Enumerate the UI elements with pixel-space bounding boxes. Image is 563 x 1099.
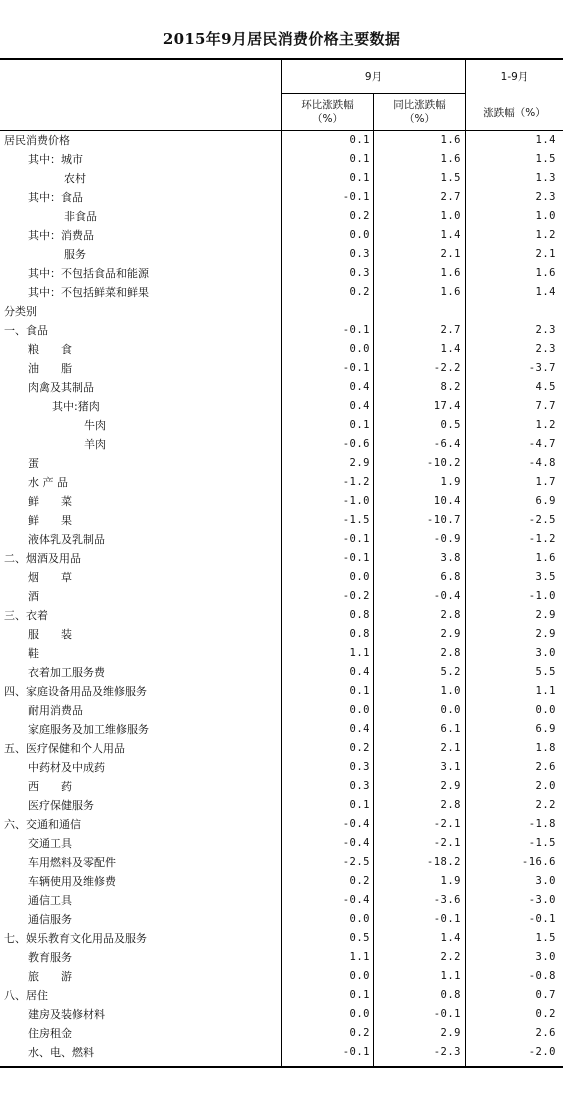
yoy-change-cell: -3.6 (433, 894, 461, 906)
ytd-change-cell: 1.3 (535, 172, 556, 184)
mom-change-cell: -0.1 (342, 324, 370, 336)
ytd-change-cell: 1.6 (535, 552, 556, 564)
ytd-change-cell: -4.7 (528, 438, 556, 450)
ytd-change-cell: 3.0 (535, 875, 556, 887)
yoy-change-cell: -2.2 (433, 362, 461, 374)
header-group-ytd: 1-9月 (500, 71, 529, 83)
mom-change-cell: 0.0 (349, 913, 370, 925)
yoy-change-cell: 2.8 (440, 799, 461, 811)
ytd-change-cell: -2.0 (528, 1046, 556, 1058)
row-label: 液体乳及乳制品 (28, 533, 105, 546)
mom-change-cell: 0.2 (349, 1027, 370, 1039)
table-row (0, 758, 563, 777)
yoy-change-cell: 2.8 (440, 647, 461, 659)
ytd-change-cell: 2.3 (535, 343, 556, 355)
ytd-change-cell: 0.7 (535, 989, 556, 1001)
yoy-change-cell: 2.8 (440, 609, 461, 621)
ytd-change-cell: -1.8 (528, 818, 556, 830)
table-row (0, 359, 563, 378)
ytd-change-cell: -0.8 (528, 970, 556, 982)
table-row (0, 549, 563, 568)
table-row (0, 967, 563, 986)
row-label: 服务 (64, 248, 86, 261)
table-row (0, 150, 563, 169)
yoy-change-cell: 1.5 (440, 172, 461, 184)
mom-change-cell: 0.1 (349, 799, 370, 811)
yoy-change-cell: 5.2 (440, 666, 461, 678)
ytd-change-cell: 2.3 (535, 191, 556, 203)
header-ytd: 涨跌幅（%） (483, 107, 546, 119)
table-row (0, 492, 563, 511)
row-label: 酒 (28, 590, 39, 603)
row-label: 耐用消费品 (28, 704, 83, 717)
row-label: 住房租金 (28, 1027, 72, 1040)
mom-change-cell: 0.3 (349, 780, 370, 792)
table-row (0, 815, 563, 834)
mom-change-cell: 2.9 (349, 457, 370, 469)
table-row (0, 929, 563, 948)
mom-change-cell: 0.1 (349, 989, 370, 1001)
mom-change-cell: -0.1 (342, 362, 370, 374)
table-row (0, 454, 563, 473)
yoy-change-cell: 0.5 (440, 419, 461, 431)
yoy-change-cell: -10.2 (426, 457, 461, 469)
mom-change-cell: -0.1 (342, 191, 370, 203)
row-label: 交通工具 (28, 837, 72, 850)
table-row (0, 720, 563, 739)
ytd-change-cell: 1.2 (535, 229, 556, 241)
yoy-change-cell: 10.4 (433, 495, 461, 507)
table-row (0, 245, 563, 264)
table-row (0, 378, 563, 397)
mom-change-cell: -0.1 (342, 552, 370, 564)
row-label: 烟 草 (28, 571, 72, 584)
ytd-change-cell: -0.1 (528, 913, 556, 925)
table-row (0, 948, 563, 967)
mom-change-cell: 0.3 (349, 248, 370, 260)
mom-change-cell: 1.1 (349, 951, 370, 963)
mom-change-cell: 0.3 (349, 761, 370, 773)
table-row (0, 1005, 563, 1024)
yoy-change-cell: -0.9 (433, 533, 461, 545)
row-label: 蛋 (28, 457, 39, 470)
yoy-change-cell: 3.1 (440, 761, 461, 773)
table-row (0, 435, 563, 454)
table-row (0, 530, 563, 549)
yoy-change-cell: 1.6 (440, 286, 461, 298)
table-row (0, 777, 563, 796)
yoy-change-cell: 8.2 (440, 381, 461, 393)
row-label: 其中：城市 (28, 153, 83, 166)
row-label: 西 药 (28, 780, 72, 793)
table-body (0, 131, 563, 1062)
row-label: 四、家庭设备用品及维修服务 (4, 685, 147, 698)
mom-change-cell: 0.2 (349, 875, 370, 887)
row-label: 通信工具 (28, 894, 72, 907)
yoy-change-cell: 0.0 (440, 704, 461, 716)
row-label: 五、医疗保健和个人用品 (4, 742, 125, 755)
row-label: 油 脂 (28, 362, 72, 375)
yoy-change-cell: 17.4 (433, 400, 461, 412)
yoy-change-cell: -6.4 (433, 438, 461, 450)
ytd-change-cell: -3.7 (528, 362, 556, 374)
mom-change-cell: -1.2 (342, 476, 370, 488)
mom-change-cell: -0.2 (342, 590, 370, 602)
ytd-change-cell: 2.0 (535, 780, 556, 792)
mom-change-cell: 0.4 (349, 381, 370, 393)
table-row (0, 264, 563, 283)
mom-change-cell: -2.5 (342, 856, 370, 868)
mom-change-cell: 0.5 (349, 932, 370, 944)
table-row (0, 568, 563, 587)
ytd-change-cell: 3.0 (535, 951, 556, 963)
ytd-change-cell: 2.6 (535, 1027, 556, 1039)
mom-change-cell: -1.0 (342, 495, 370, 507)
ytd-change-cell: 3.5 (535, 571, 556, 583)
ytd-change-cell: 3.0 (535, 647, 556, 659)
row-label: 鞋 (28, 647, 39, 660)
table-row (0, 682, 563, 701)
row-label: 牛肉 (84, 419, 106, 432)
yoy-change-cell: 6.8 (440, 571, 461, 583)
row-label: 其中：不包括食品和能源 (28, 267, 149, 280)
yoy-change-cell: 2.7 (440, 191, 461, 203)
table-row (0, 872, 563, 891)
yoy-change-cell: 1.4 (440, 932, 461, 944)
mom-change-cell: 0.4 (349, 666, 370, 678)
mom-change-cell: 0.4 (349, 400, 370, 412)
ytd-change-cell: 0.2 (535, 1008, 556, 1020)
row-label: 八、居住 (4, 989, 48, 1002)
row-label: 七、娱乐教育文化用品及服务 (4, 932, 147, 945)
mom-change-cell: 0.0 (349, 970, 370, 982)
row-label: 通信服务 (28, 913, 72, 926)
ytd-change-cell: 1.1 (535, 685, 556, 697)
yoy-change-cell: 6.1 (440, 723, 461, 735)
ytd-change-cell: -1.2 (528, 533, 556, 545)
ytd-change-cell: 1.2 (535, 419, 556, 431)
mom-change-cell: -0.1 (342, 1046, 370, 1058)
table-row (0, 302, 563, 321)
ytd-change-cell: 7.7 (535, 400, 556, 412)
table-row (0, 397, 563, 416)
header-yoy (374, 98, 465, 126)
yoy-change-cell: 1.9 (440, 476, 461, 488)
table-row (0, 207, 563, 226)
mom-change-cell: 0.1 (349, 172, 370, 184)
ytd-change-cell: 5.5 (535, 666, 556, 678)
mom-change-cell: 0.2 (349, 742, 370, 754)
header-group-september: 9月 (364, 71, 383, 83)
mom-change-cell: -0.4 (342, 818, 370, 830)
row-label: 六、交通和通信 (4, 818, 81, 831)
row-label: 水 产 品 (28, 476, 68, 489)
mom-change-cell: 0.1 (349, 153, 370, 165)
yoy-change-cell: 0.8 (440, 989, 461, 1001)
row-label: 家庭服务及加工维修服务 (28, 723, 149, 736)
table-row (0, 986, 563, 1005)
yoy-change-cell: 1.1 (440, 970, 461, 982)
ytd-change-cell: -16.6 (521, 856, 556, 868)
ytd-change-cell: 4.5 (535, 381, 556, 393)
ytd-change-cell: -2.5 (528, 514, 556, 526)
table-row (0, 796, 563, 815)
table-row (0, 834, 563, 853)
yoy-change-cell: -2.1 (433, 818, 461, 830)
mom-change-cell: -0.6 (342, 438, 370, 450)
mom-change-cell: 0.0 (349, 704, 370, 716)
header-yoy-unit: （%） (404, 113, 435, 125)
ytd-change-cell: 1.6 (535, 267, 556, 279)
mom-change-cell: -0.4 (342, 894, 370, 906)
yoy-change-cell: 1.6 (440, 267, 461, 279)
ytd-change-cell: 2.2 (535, 799, 556, 811)
ytd-change-cell: 1.5 (535, 932, 556, 944)
row-label: 非食品 (64, 210, 97, 223)
table-row (0, 169, 563, 188)
row-label: 三、衣着 (4, 609, 48, 622)
row-label: 其中:猪肉 (52, 400, 100, 413)
table-row (0, 910, 563, 929)
yoy-change-cell: 2.9 (440, 780, 461, 792)
row-label: 服 装 (28, 628, 72, 641)
table-row (0, 473, 563, 492)
yoy-change-cell: 2.9 (440, 628, 461, 640)
yoy-change-cell: -10.7 (426, 514, 461, 526)
yoy-change-cell: 1.0 (440, 210, 461, 222)
row-label: 二、烟酒及用品 (4, 552, 81, 565)
ytd-change-cell: 2.9 (535, 628, 556, 640)
table-row (0, 625, 563, 644)
ytd-change-cell: -3.0 (528, 894, 556, 906)
row-label: 其中：食品 (28, 191, 83, 204)
table-row (0, 739, 563, 758)
ytd-change-cell: 2.6 (535, 761, 556, 773)
row-label: 衣着加工服务费 (28, 666, 105, 679)
mom-change-cell: 0.1 (349, 419, 370, 431)
ytd-change-cell: -1.5 (528, 837, 556, 849)
mom-change-cell: 0.0 (349, 229, 370, 241)
ytd-change-cell: 1.7 (535, 476, 556, 488)
mom-change-cell: 0.3 (349, 267, 370, 279)
yoy-change-cell: 2.1 (440, 742, 461, 754)
mom-change-cell: 0.0 (349, 1008, 370, 1020)
table-row (0, 1043, 563, 1062)
mom-change-cell: 0.2 (349, 286, 370, 298)
mom-change-cell: 0.0 (349, 571, 370, 583)
ytd-change-cell: 2.1 (535, 248, 556, 260)
mom-change-cell: 0.4 (349, 723, 370, 735)
yoy-change-cell: 1.0 (440, 685, 461, 697)
yoy-change-cell: 1.6 (440, 153, 461, 165)
mom-change-cell: -0.1 (342, 533, 370, 545)
yoy-change-cell: -0.4 (433, 590, 461, 602)
ytd-change-cell: 1.5 (535, 153, 556, 165)
row-label: 肉禽及其制品 (28, 381, 94, 394)
ytd-change-cell: 1.4 (535, 134, 556, 146)
table-row (0, 701, 563, 720)
table-row (0, 511, 563, 530)
table-row (0, 644, 563, 663)
row-label: 建房及装修材料 (28, 1008, 105, 1021)
yoy-change-cell: 2.1 (440, 248, 461, 260)
ytd-change-cell: -1.0 (528, 590, 556, 602)
table-row (0, 321, 563, 340)
mom-change-cell: 0.1 (349, 685, 370, 697)
yoy-change-cell: 2.2 (440, 951, 461, 963)
row-label: 鲜 果 (28, 514, 72, 527)
yoy-change-cell: 3.8 (440, 552, 461, 564)
table-row (0, 663, 563, 682)
row-label: 车辆使用及维修费 (28, 875, 116, 888)
mom-change-cell: 1.1 (349, 647, 370, 659)
ytd-change-cell: 2.3 (535, 324, 556, 336)
row-label: 教育服务 (28, 951, 72, 964)
table-row (0, 587, 563, 606)
row-label: 分类别 (4, 305, 37, 318)
row-label: 其中：消费品 (28, 229, 94, 242)
table-title: 2015年9月居民消费价格主要数据 (162, 30, 401, 48)
yoy-change-cell: -18.2 (426, 856, 461, 868)
ytd-change-cell: 6.9 (535, 723, 556, 735)
table-row (0, 416, 563, 435)
table-row (0, 131, 563, 150)
table-row (0, 606, 563, 625)
ytd-change-cell: 2.9 (535, 609, 556, 621)
mom-change-cell: 0.0 (349, 343, 370, 355)
table-row (0, 891, 563, 910)
yoy-change-cell: -0.1 (433, 1008, 461, 1020)
row-label: 鲜 菜 (28, 495, 72, 508)
mom-change-cell: 0.2 (349, 210, 370, 222)
yoy-change-cell: -0.1 (433, 913, 461, 925)
row-label: 其中：不包括鲜菜和鲜果 (28, 286, 149, 299)
mom-change-cell: -1.5 (342, 514, 370, 526)
yoy-change-cell: 1.4 (440, 343, 461, 355)
row-label: 农村 (64, 172, 86, 185)
yoy-change-cell: -2.1 (433, 837, 461, 849)
ytd-change-cell: 1.0 (535, 210, 556, 222)
bottom-rule (0, 1066, 563, 1068)
header-yoy-label: 同比涨跌幅 (393, 99, 446, 111)
row-label: 水、电、燃料 (28, 1046, 94, 1059)
table-row (0, 853, 563, 872)
yoy-change-cell: 2.7 (440, 324, 461, 336)
row-label: 居民消费价格 (4, 134, 70, 147)
mom-change-cell: 0.1 (349, 134, 370, 146)
table-row (0, 283, 563, 302)
ytd-change-cell: -4.8 (528, 457, 556, 469)
row-label: 粮 食 (28, 343, 72, 356)
yoy-change-cell: 1.6 (440, 134, 461, 146)
row-label: 一、食品 (4, 324, 48, 337)
row-label: 旅 游 (28, 970, 72, 983)
mom-change-cell: -0.4 (342, 837, 370, 849)
ytd-change-cell: 1.4 (535, 286, 556, 298)
ytd-change-cell: 0.0 (535, 704, 556, 716)
ytd-change-cell: 6.9 (535, 495, 556, 507)
yoy-change-cell: 2.9 (440, 1027, 461, 1039)
row-label: 车用燃料及零配件 (28, 856, 116, 869)
header-mom (282, 98, 373, 126)
yoy-change-cell: 1.4 (440, 229, 461, 241)
mom-change-cell: 0.8 (349, 628, 370, 640)
yoy-change-cell: 1.9 (440, 875, 461, 887)
table-row (0, 1024, 563, 1043)
header-mom-label: 环比涨跌幅 (301, 99, 354, 111)
table-row (0, 340, 563, 359)
row-label: 中药材及中成药 (28, 761, 105, 774)
mom-change-cell: 0.8 (349, 609, 370, 621)
table-row (0, 226, 563, 245)
row-label: 羊肉 (84, 438, 106, 451)
table-row (0, 188, 563, 207)
header-mom-unit: （%） (312, 113, 343, 125)
row-label: 医疗保健服务 (28, 799, 94, 812)
yoy-change-cell: -2.3 (433, 1046, 461, 1058)
ytd-change-cell: 1.8 (535, 742, 556, 754)
